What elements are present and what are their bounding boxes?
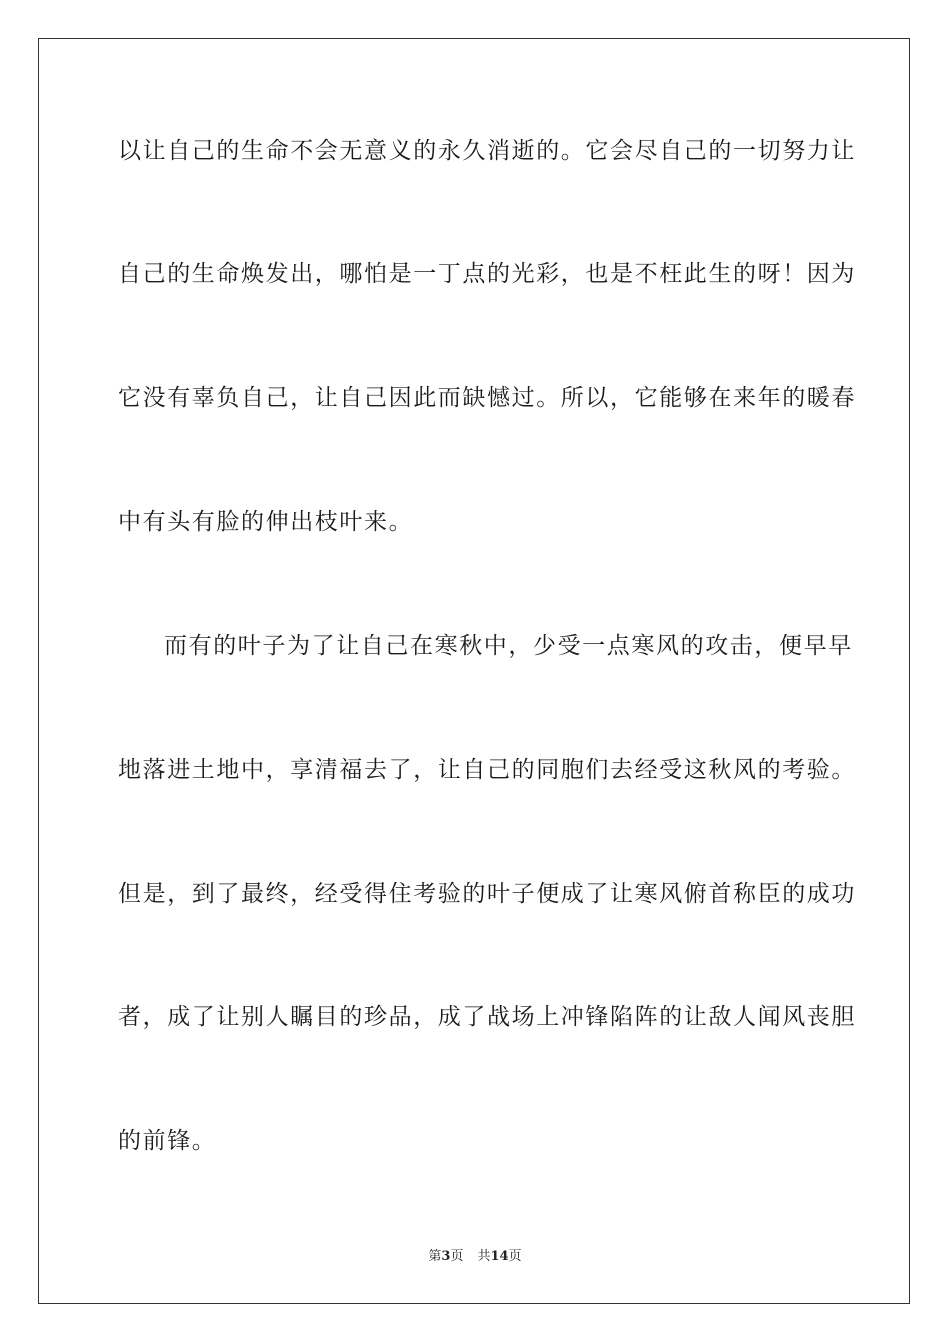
- total-pages: 14: [490, 1249, 509, 1264]
- body-text-line-1: 以让自己的生命不会无意义的永久消逝的。它会尽自己的一切努力让: [118, 138, 856, 164]
- body-text-line-6: 地落进土地中，享清福去了，让自己的同胞们去经受这秋风的考验。: [118, 757, 856, 783]
- body-text-line-8: 者，成了让别人瞩目的珍品，成了战场上冲锋陷阵的让敌人闻风丧胆: [118, 1004, 856, 1030]
- page-number: 3: [441, 1249, 451, 1264]
- body-text-line-4: 中有头有脸的伸出枝叶来。: [118, 509, 414, 535]
- total-prefix: 共: [477, 1249, 491, 1264]
- page-prefix: 第: [428, 1249, 442, 1264]
- body-text-line-5: 而有的叶子为了让自己在寒秋中，少受一点寒风的攻击，便早早: [164, 633, 853, 659]
- body-text-line-7: 但是，到了最终，经受得住考验的叶子便成了让寒风俯首称臣的成功: [118, 881, 856, 907]
- page-suffix: 页: [450, 1249, 464, 1264]
- total-suffix: 页: [508, 1249, 522, 1264]
- body-text-line-9: 的前锋。: [118, 1128, 217, 1154]
- body-text-line-2: 自己的生命焕发出，哪怕是一丁点的光彩，也是不枉此生的呀！因为: [118, 261, 856, 287]
- body-text-line-3: 它没有辜负自己，让自己因此而缺憾过。所以，它能够在来年的暖春: [118, 385, 856, 411]
- page-footer: [0, 1249, 950, 1265]
- page-border: [38, 38, 910, 1304]
